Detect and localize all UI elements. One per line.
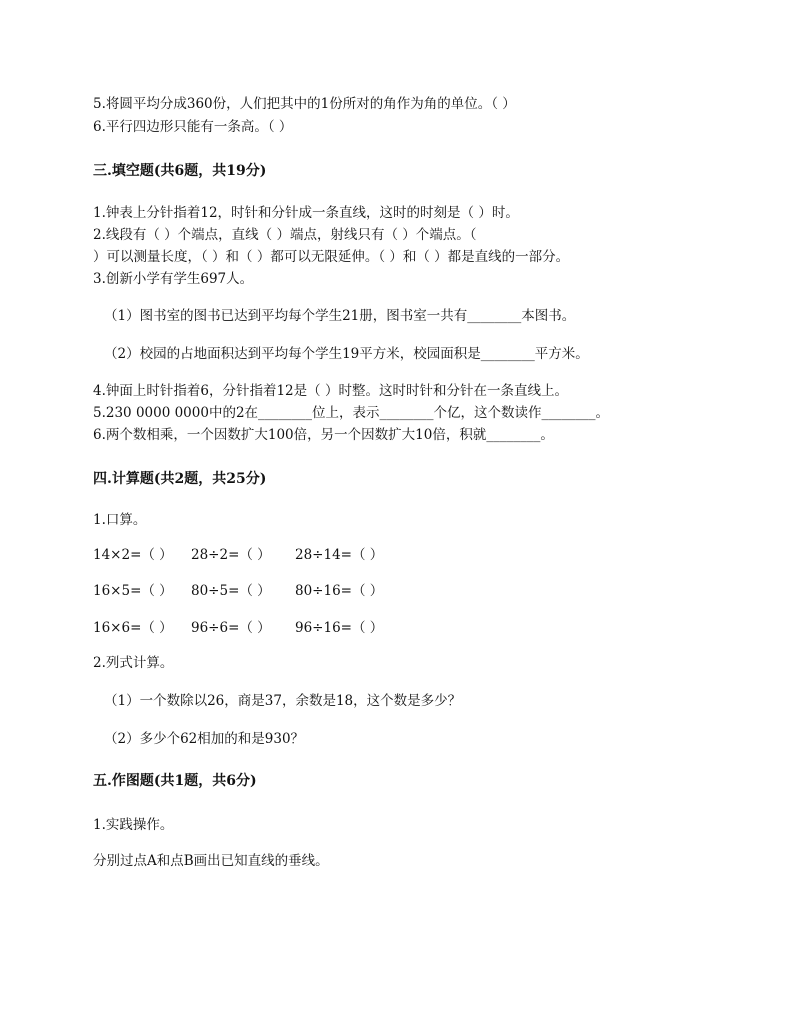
draw-question-1-text: 分别过点A和点B画出已知直线的垂线。 <box>93 853 329 869</box>
calc-question-1: 1.口算。 <box>93 512 147 528</box>
calc-item: 16×5=（ ） <box>93 583 173 599</box>
calc-item: 28÷2=（ ） <box>191 547 271 563</box>
calc-item: 80÷16=（ ） <box>295 583 384 599</box>
calc-item: 96÷16=（ ） <box>295 620 384 636</box>
fill-question-6: 6.两个数相乘，一个因数扩大100倍，另一个因数扩大10倍，积就________。 <box>93 427 554 443</box>
section-heading-fill: 三.填空题(共6题，共19分) <box>93 163 267 179</box>
calc-question-2-sub-1: （1）一个数除以26，商是37，余数是18，这个数是多少？ <box>104 693 462 709</box>
calc-item: 28÷14=（ ） <box>295 547 384 563</box>
calc-item: 14×2=（ ） <box>93 547 173 563</box>
draw-question-1: 1.实践操作。 <box>93 817 174 833</box>
fill-question-1: 1.钟表上分针指着12，时针和分针成一条直线，这时的时刻是（ ）时。 <box>93 205 519 221</box>
fill-question-4: 4.钟面上时针指着6，分针指着12是（ ）时整。这时时针和分针在一条直线上。 <box>93 383 568 399</box>
calc-item: 96÷6=（ ） <box>191 620 271 636</box>
fill-question-2-line-2: ）可以测量长度，（ ）和（ ）都可以无限延伸。（ ）和（ ）都是直线的一部分。 <box>93 249 570 265</box>
calc-item: 16×6=（ ） <box>93 620 173 636</box>
calc-question-2: 2.列式计算。 <box>93 655 174 671</box>
calc-item: 80÷5=（ ） <box>191 583 271 599</box>
fill-question-2-line-1: 2.线段有（ ）个端点，直线（ ）端点，射线只有（ ）个端点。（ <box>93 227 477 243</box>
judge-question-6: 6.平行四边形只能有一条高。（ ） <box>93 119 293 135</box>
fill-question-3-sub-2: （2）校园的占地面积达到平均每个学生19平方米，校园面积是________平方米。 <box>104 346 589 362</box>
calc-question-2-sub-2: （2）多少个62相加的和是930？ <box>104 731 305 747</box>
fill-question-3: 3.创新小学有学生697人。 <box>93 271 254 287</box>
judge-question-5: 5.将圆平均分成360份，人们把其中的1份所对的角作为角的单位。（ ） <box>93 96 516 112</box>
fill-question-3-sub-1: （1）图书室的图书已达到平均每个学生21册，图书室一共有________本图书。 <box>104 308 576 324</box>
fill-question-5: 5.230 0000 0000中的2在________位上，表示________个亿，这个数读作________。 <box>93 405 610 421</box>
section-heading-calc: 四.计算题(共2题，共25分) <box>93 471 267 487</box>
section-heading-draw: 五.作图题(共1题，共6分) <box>93 773 257 789</box>
